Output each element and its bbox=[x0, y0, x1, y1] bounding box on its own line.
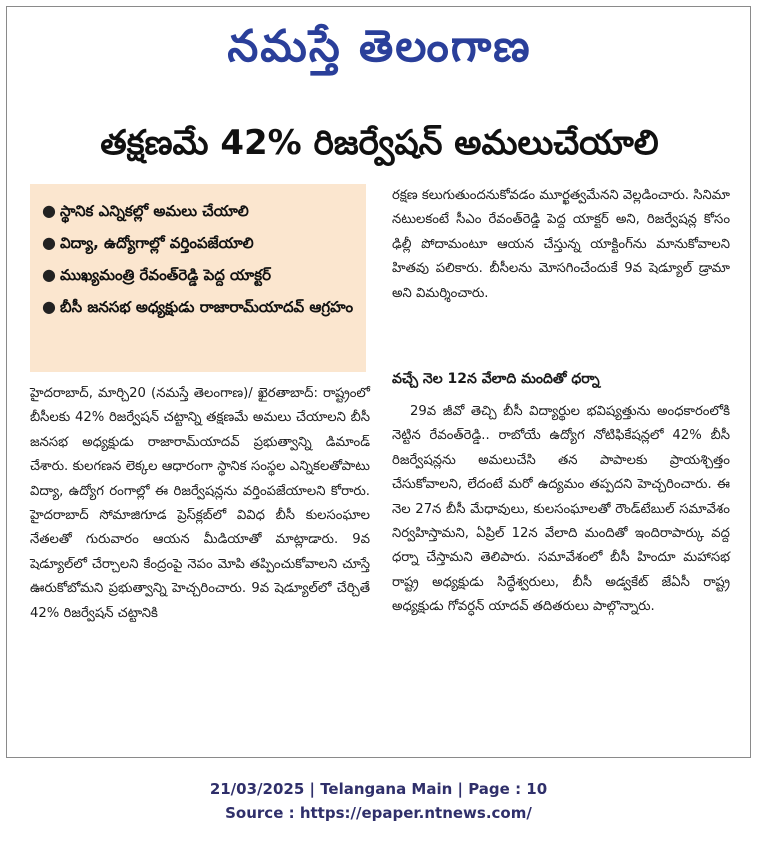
highlight-item bbox=[42, 262, 356, 288]
footer-date-edition: 21/03/2025 | Telangana Main | Page : 10 bbox=[209, 780, 548, 798]
highlight-item bbox=[42, 230, 356, 256]
masthead-logo: నమస్తే తెలంగాణ bbox=[227, 21, 532, 72]
footer-source: Source : https://epaper.ntnews.com/ bbox=[225, 804, 532, 822]
headline: తక్షణమే 42% రిజర్వేషన్ అమలుచేయాలి bbox=[100, 123, 659, 163]
highlights-box bbox=[30, 184, 366, 372]
article-paragraph: రక్షణ కలుగుతుందనుకోవడం మూర్ఖత్వమేనని వెల్లడించారు. సినిమా నటులకంటే సీఎం రేవంత్‌రెడ్డి పెద్ద యాక్టర్ అని, రిజర్వేషన్ల కోసం ఢిల్లీ పోదామంటూ ఆయన చేస్తున్న యాక్టింగ్‌ను మానుకోవాలని హితవు పలికారు. బీసీలను మోసగించేందుకే 9వ షెడ్యూల్ డ్రామా అని విమర్శించారు. bbox=[392, 188, 730, 301]
article-column-right bbox=[392, 184, 730, 620]
highlight-text: స్థానిక ఎన్నికల్లో అమలు చేయాలి bbox=[60, 202, 249, 220]
article-paragraph: 29వ జీవో తెచ్చి బీసీ విద్యార్థుల భవిష్యత్తును అంధకారంలోకి నెట్టిన రేవంత్‌రెడ్డి.. రాబోయే ఉద్యోగ నోటిఫికేషన్లలో 42% బీసీ రిజర్వేషన్లను అమలుచేసి తన పాపాలకు ప్రాయశ్చిత్తం చేసుకోవాలని, లేదంటే మరో ఉద్యమం తప్పదని హెచ్చరించారు. ఈ నెల 27న బీసీ మేధావులు, కులసంఘాలతో రౌండ్‌టేబుల్ సమావేశం నిర్వహిస్తామని, ఏప్రిల్ 12న వేలాది మందితో ఇందిరాపార్కు వద్ద ధర్నా చేస్తామని తెలిపారు. సమావేశంలో బీసీ హిందూ మహాసభ రాష్ట్ర అధ్యక్షుడు సిద్ధేశ్వరులు, బీసీ అడ్వకేట్ జేఏసీ రాష్ట్ర అధ్యక్షుడు గోవర్ధన్ యాదవ్ తదితరులు పాల్గొన్నారు. bbox=[392, 404, 730, 615]
article-paragraph: హైదరాబాద్, మార్చి20 (నమస్తే తెలంగాణ)/ ఖైరతాబాద్: రాష్ట్రంలో బీసీలకు 42% రిజర్వేషన్ చట్టాన్ని తక్షణమే అమలు చేయాలని బీసీ జనసభ అధ్యక్షుడు రాజారామ్‌యాదవ్ ప్రభుత్వాన్ని డిమాండ్ చేశారు. కులగణన లెక్కల ఆధారంగా స్థానిక సంస్థల ఎన్నికలతోపాటు విద్యా, ఉద్యోగ రంగాల్లో ఈ రిజర్వేషన్లను వర్తింపజేయాలని కోరారు. హైదరాబాద్ సోమాజిగూడ ప్రెస్‌క్లబ్‌లో వివిధ బీసీ కులసంఘాల నేతలతో గురువారం ఆయన మీడియాతో మాట్లాడారు. 9వ షెడ్యూల్‌లో చేర్చాలని కేంద్రంపై నెపం మోపి తప్పించుకోవాలని చూస్తే ఊరుకోబోమని ప్రభుత్వాన్ని హెచ్చరించారు. 9వ షెడ్యూల్‌లో చేర్చితే 42% రిజర్వేషన్ చట్టానికి bbox=[30, 386, 370, 621]
bullet-icon: ● bbox=[42, 201, 56, 220]
highlight-item bbox=[42, 198, 356, 224]
bullet-icon: ● bbox=[42, 233, 56, 252]
highlight-text: బీసీ జనసభ అధ్యక్షుడు రాజారామ్‌యాదవ్ ఆగ్రహం bbox=[60, 298, 354, 316]
article-subheading: వచ్చే నెల 12న వేలాది మందితో ధర్నా bbox=[392, 371, 600, 387]
article-column-left bbox=[30, 382, 370, 626]
bullet-icon: ● bbox=[42, 265, 56, 284]
highlight-text: ముఖ్యమంత్రి రేవంత్‌రెడ్డి పెద్ద యాక్టర్ bbox=[60, 266, 271, 284]
bullet-icon: ● bbox=[42, 297, 56, 316]
highlight-item bbox=[42, 294, 356, 320]
highlight-text: విద్యా, ఉద్యోగాల్లో వర్తింపజేయాలి bbox=[60, 234, 254, 252]
